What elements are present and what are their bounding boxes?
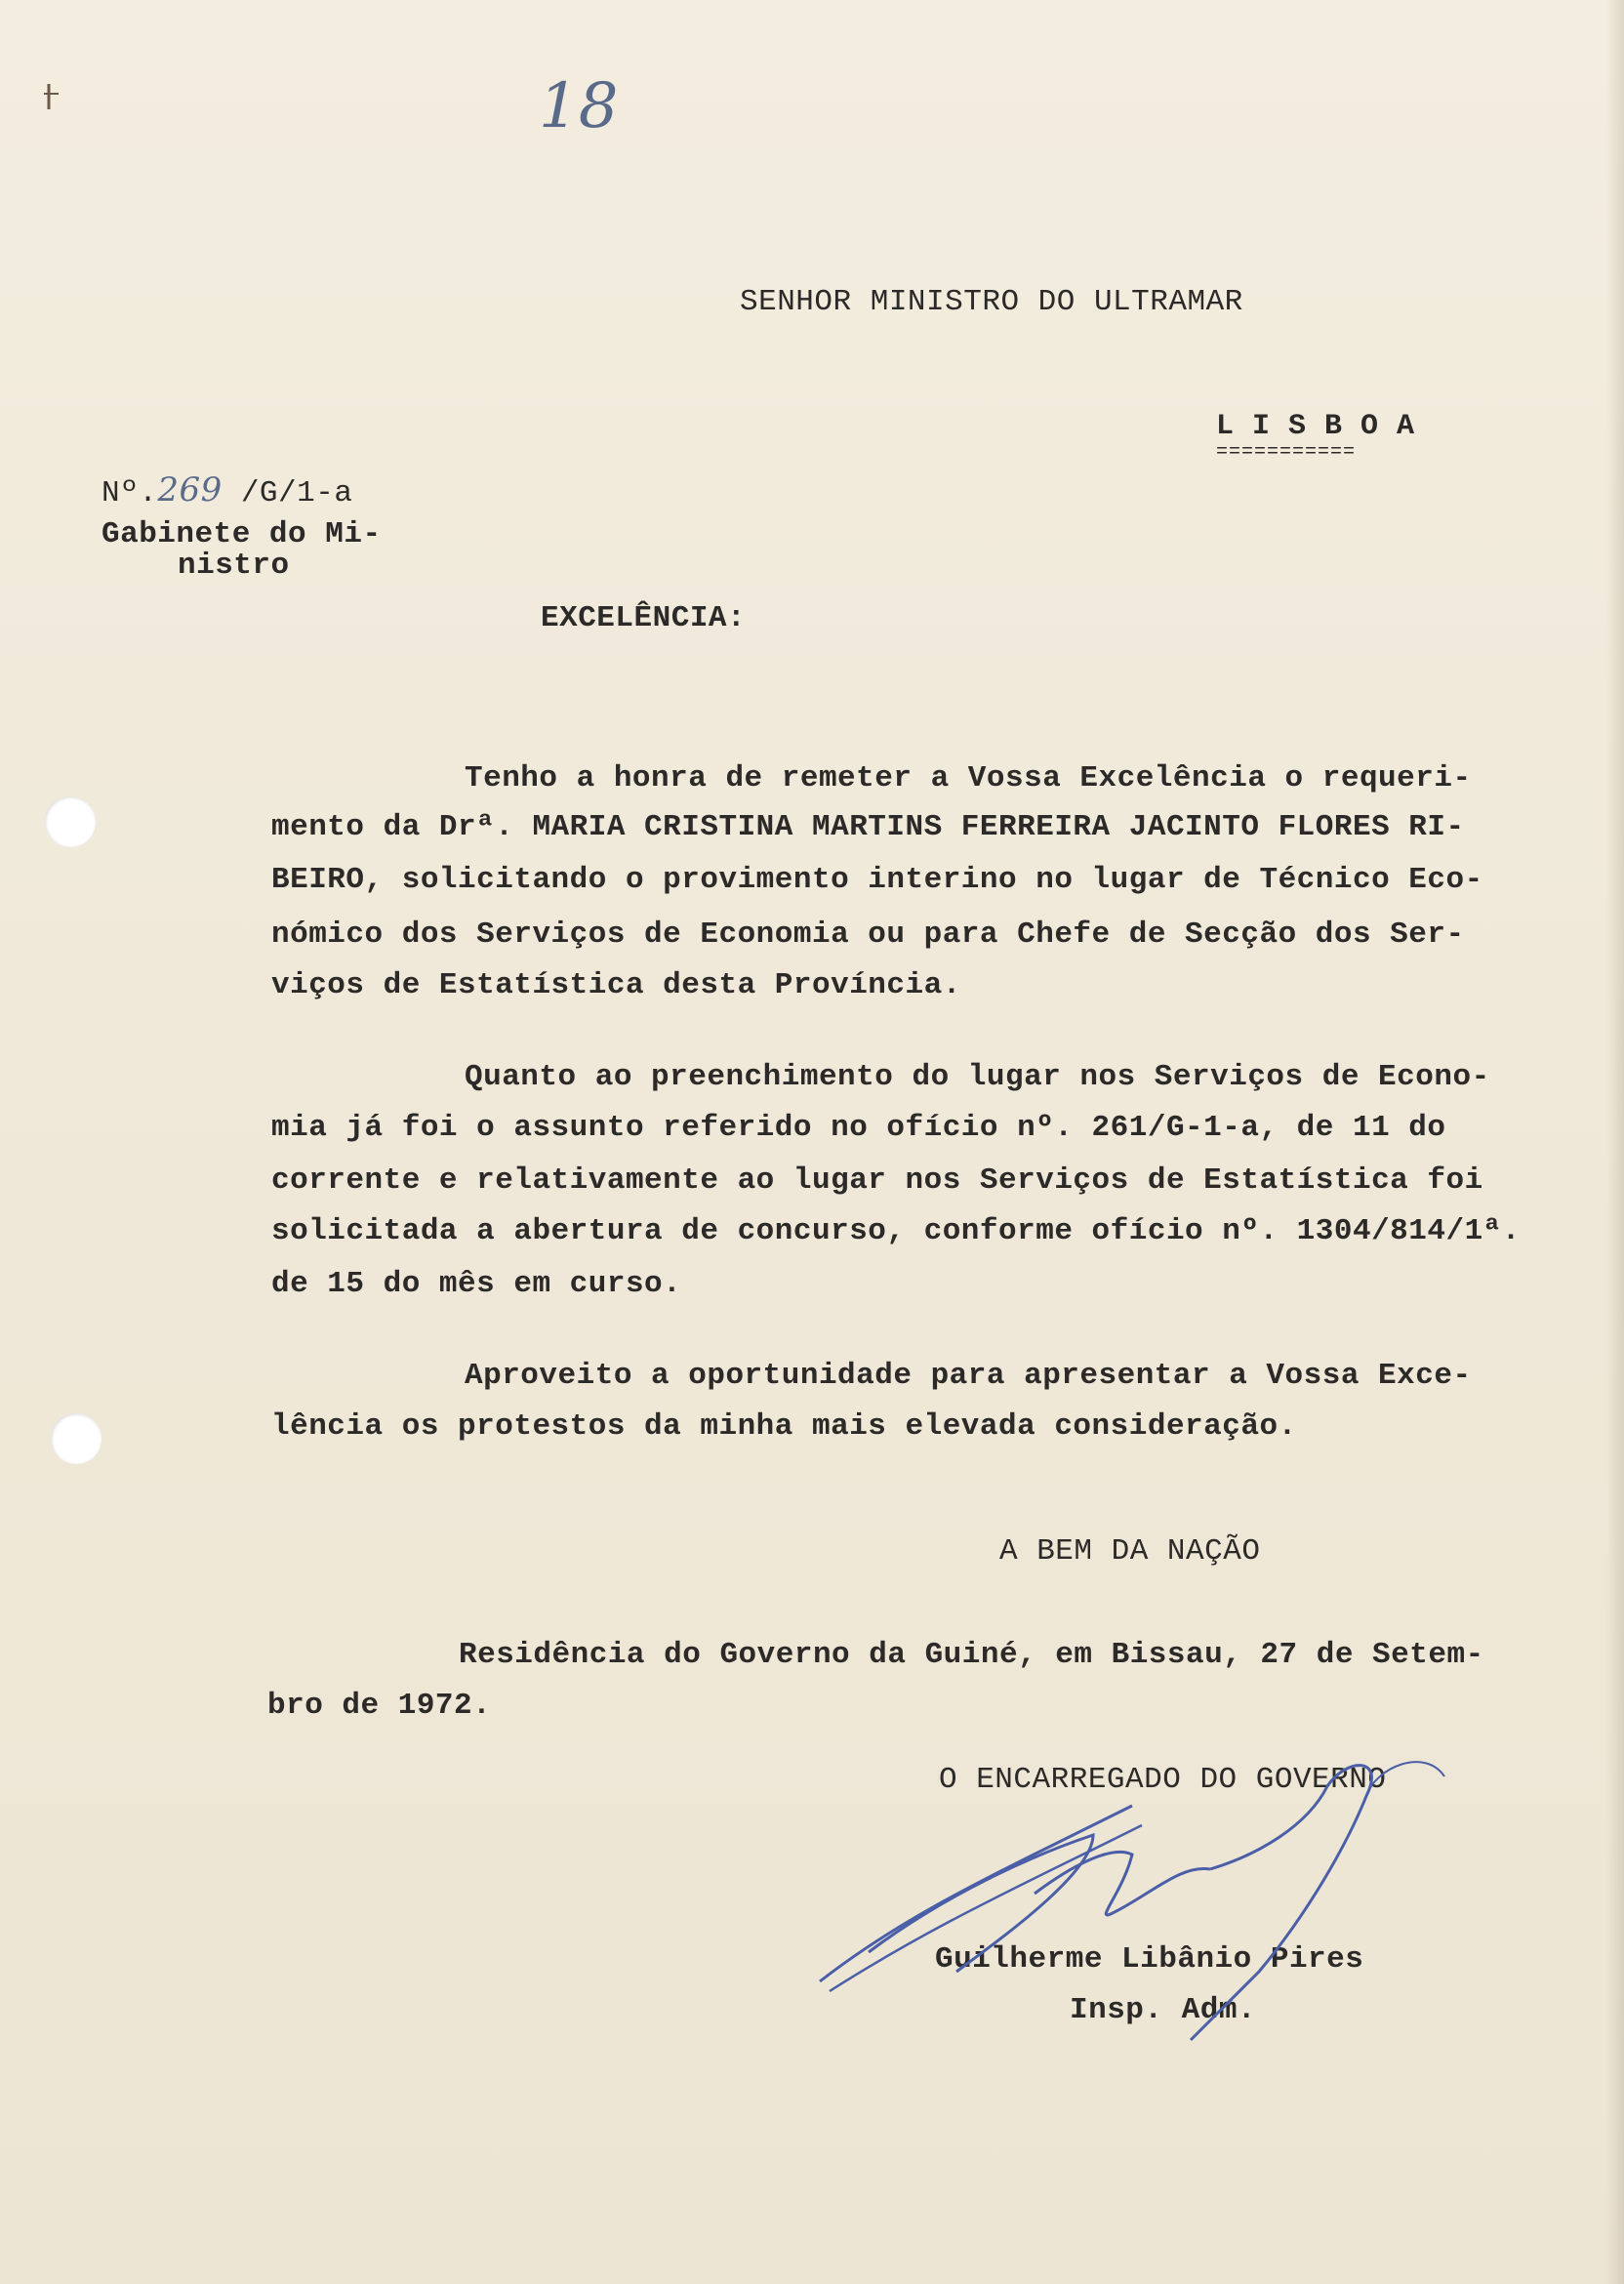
body-line: viços de Estatística desta Província. (271, 968, 961, 1002)
body-line: nómico dos Serviços de Economia ou para Chefe de Secção dos Ser- (271, 918, 1465, 952)
body-line: lência os protestos da minha mais elevada consideração. (271, 1409, 1297, 1444)
body-line: de 15 do mês em curso. (271, 1267, 682, 1301)
page-edge-shadow (1606, 0, 1624, 2284)
city-underline: =========== (1216, 441, 1357, 464)
city: L I S B O A (1216, 410, 1415, 443)
signature-title: O ENCARREGADO DO GOVERNO (939, 1763, 1387, 1797)
staple-mark (43, 82, 61, 111)
reference-prefix: Nº. (102, 476, 158, 510)
handwritten-signature (800, 1747, 1503, 2060)
place-date-line-1: Residência do Governo da Guiné, em Bissau, 27 de Setem- (459, 1638, 1484, 1672)
office-line-1: Gabinete do Mi- (102, 517, 382, 551)
reference-number (102, 470, 352, 510)
addressee: SENHOR MINISTRO DO ULTRAMAR (740, 285, 1243, 319)
body-line: corrente e relativamente ao lugar nos Serviços de Estatística foi (271, 1163, 1483, 1198)
signatory-name: Guilherme Libânio Pires (935, 1942, 1364, 1977)
body-line: Quanto ao preenchimento do lugar nos Serviços de Econo- (465, 1060, 1490, 1094)
body-line: mia já foi o assunto referido no ofício nº. 261/G-1-a, de 11 do (271, 1111, 1446, 1145)
body-line: BEIRO, solicitando o provimento interino no lugar de Técnico Eco- (271, 863, 1483, 897)
reference-handwritten-number: 269 (157, 470, 223, 510)
body-line: Tenho a honra de remeter a Vossa Excelência o requeri- (465, 761, 1472, 795)
office-line-2: nistro (178, 549, 290, 583)
punch-hole-bottom (51, 1413, 102, 1464)
body-line: solicitada a abertura de concurso, conforme ofício nº. 1304/814/1ª. (271, 1214, 1521, 1248)
signatory-role: Insp. Adm. (1070, 1993, 1257, 2027)
closing: A BEM DA NAÇÃO (999, 1534, 1261, 1569)
punch-hole-top (45, 796, 96, 847)
body-line: mento da Drª. MARIA CRISTINA MARTINS FERREIRA JACINTO FLORES RI- (271, 810, 1465, 844)
page-number: 18 (539, 70, 619, 143)
reference-suffix: /G/1-a (240, 476, 353, 510)
body-line: Aproveito a oportunidade para apresentar a Vossa Exce- (465, 1359, 1472, 1393)
salutation: EXCELÊNCIA: (541, 601, 747, 635)
place-date-line-2: bro de 1972. (267, 1689, 492, 1723)
